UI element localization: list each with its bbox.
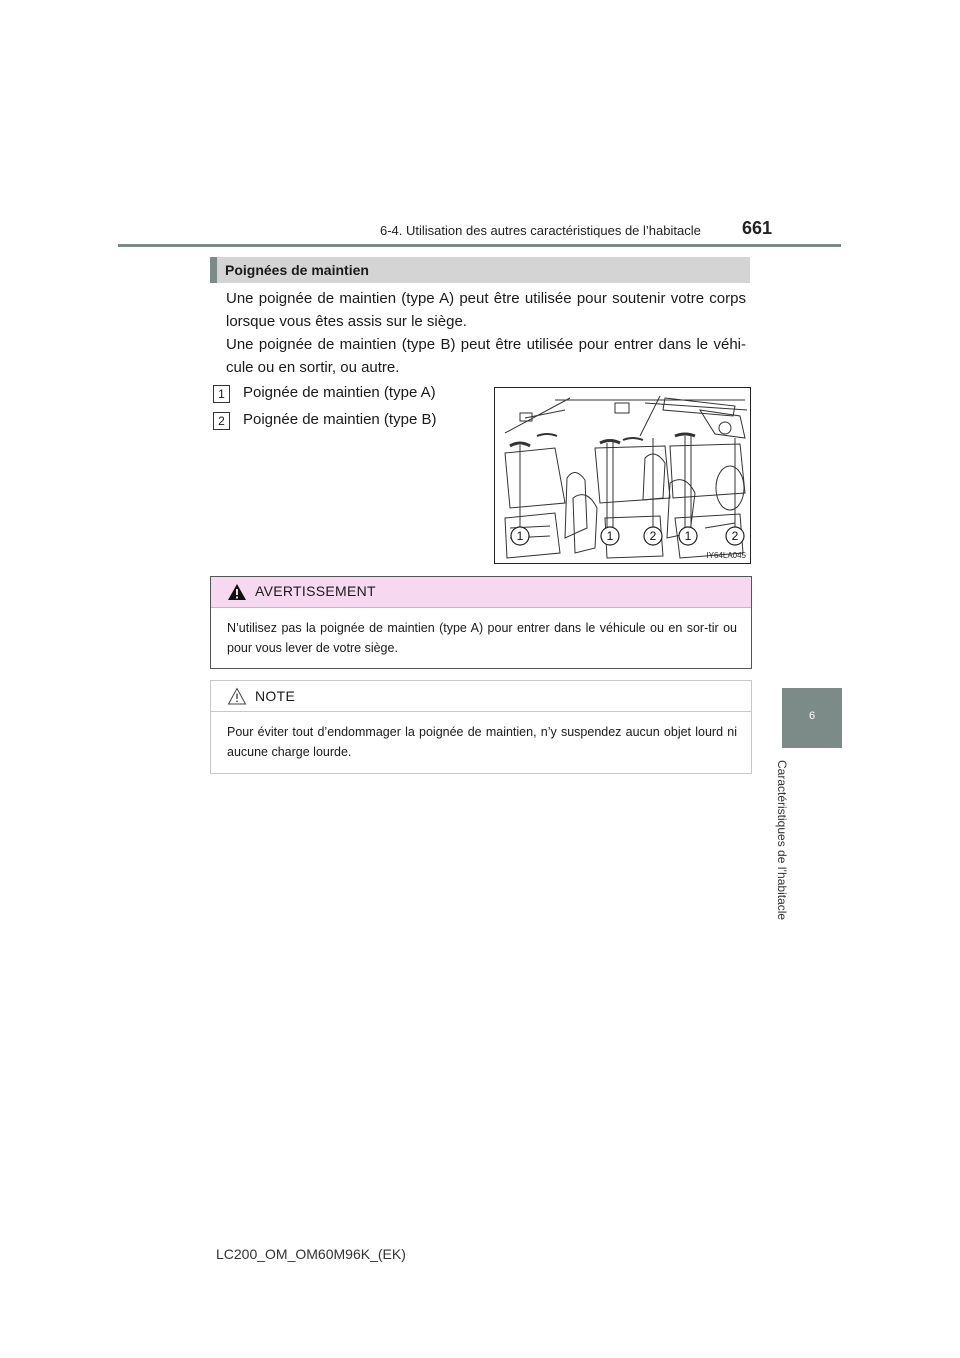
paragraph-type-a: Une poignée de maintien (type A) peut être utilisée pour soutenir votre corps lorsque vous êtes assis sur le siège. [226, 290, 746, 330]
running-header: 6-4. Utilisation des autres caractéristiques de l’habitacle [380, 223, 701, 238]
warning-box [210, 576, 752, 669]
section-title: Poignées de maintien [225, 262, 369, 278]
note-box [210, 680, 752, 774]
document-code: LC200_OM_OM60M96K_(EK) [216, 1246, 406, 1262]
interior-drawing [495, 388, 750, 563]
caution-icon [227, 687, 247, 705]
chapter-title: Caractéristiques de l’habitacle [775, 760, 789, 921]
chapter-number: 6 [808, 710, 816, 722]
callout-label-1a: 1 [516, 529, 524, 543]
note-title: NOTE [255, 688, 296, 704]
figure-code: IY64LA045 [706, 551, 746, 560]
section-heading-bar [210, 257, 217, 283]
callout-label-1b: 1 [606, 529, 614, 543]
label-text-2: Poignée de maintien (type B) [243, 411, 437, 428]
header-rule [118, 244, 841, 247]
label-number-1: 1 [213, 385, 230, 403]
label-text-1: Poignée de maintien (type A) [243, 384, 436, 401]
paragraph-type-b: Une poignée de maintien (type B) peut être utilisée pour entrer dans le véhi-cule ou en sortir, ou autre. [226, 336, 746, 376]
callout-label-2a: 2 [649, 529, 657, 543]
callout-label-2b: 2 [731, 529, 739, 543]
page-number: 661 [742, 218, 773, 238]
note-header [211, 681, 751, 712]
warning-title: AVERTISSEMENT [255, 583, 376, 599]
callout-label-1c: 1 [684, 529, 692, 543]
interior-illustration [494, 387, 751, 564]
chapter-title-vertical [775, 760, 802, 930]
warning-icon [227, 583, 247, 601]
note-text: Pour éviter tout d’endommager la poignée de maintien, n’y suspendez aucun objet lourd ni aucune charge lourde. [227, 725, 737, 759]
warning-text: N’utilisez pas la poignée de maintien (type A) pour entrer dans le véhicule ou en sor-tir ou pour vous lever de votre siège. [227, 621, 737, 655]
label-number-2: 2 [213, 412, 230, 430]
warning-header [211, 577, 751, 608]
